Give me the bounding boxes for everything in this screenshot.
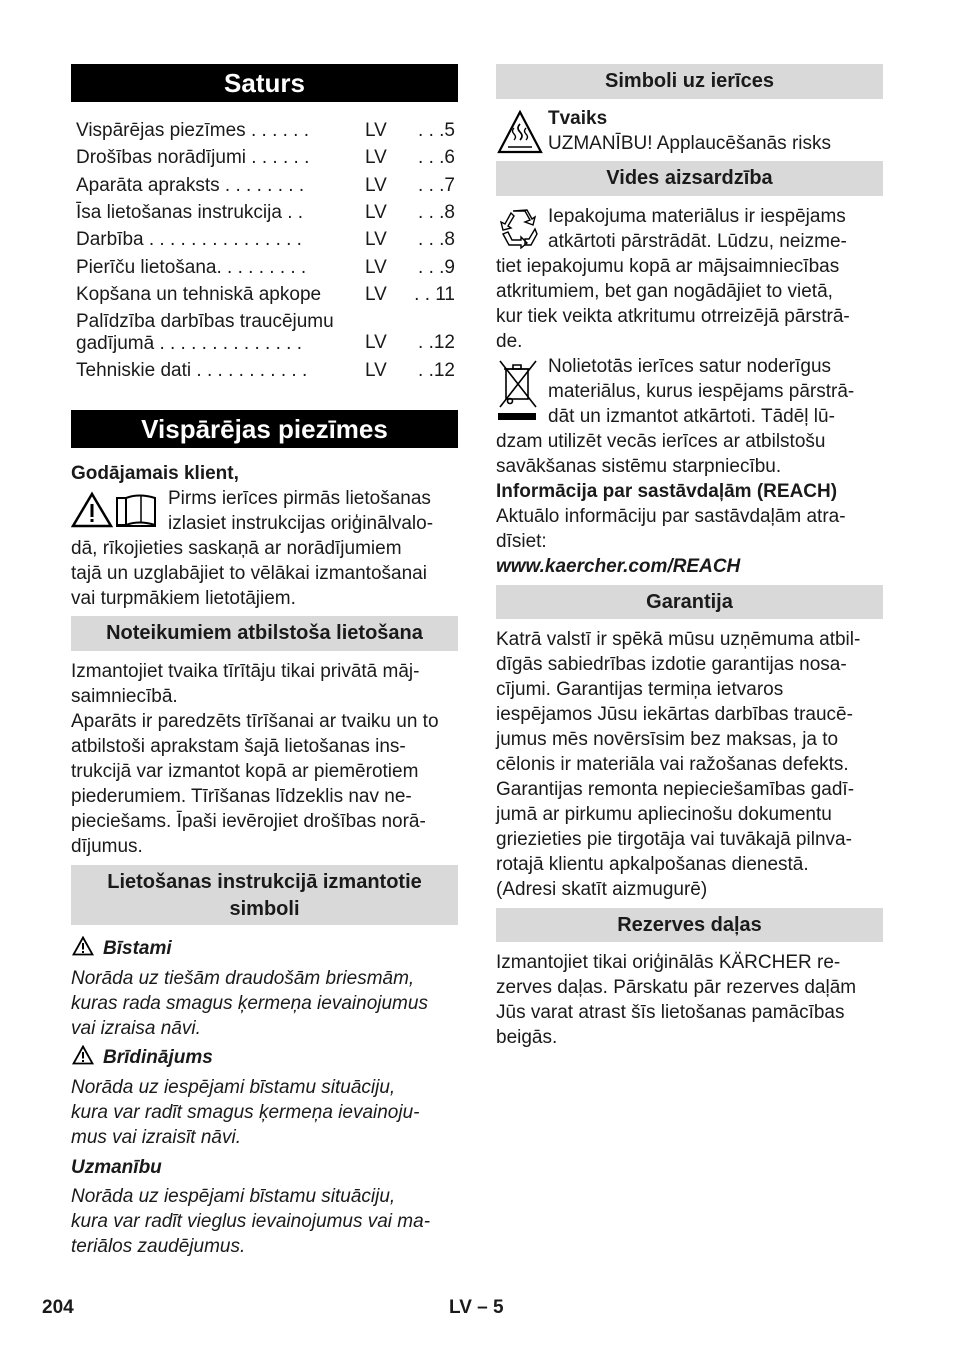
warranty-line: iespējamos Jūsu iekārtas darbības traucē- <box>496 704 853 725</box>
toc-entry-page: . . .5 <box>418 120 455 141</box>
toc-entry-page: . . .9 <box>418 257 455 278</box>
warranty-line: cēlonis ir materiāla vai ražošanas defekts. <box>496 754 849 775</box>
danger-triangle-icon <box>72 936 94 956</box>
warranty-line: griezieties pie tirgotāja vai tuvākajā pilnva- <box>496 829 852 850</box>
intro-line: Pirms ierīces pirmās lietošanas <box>168 488 431 509</box>
intro-line: izlasiet instrukcijas oriģinālvalo- <box>168 513 434 534</box>
danger-label: Bīstami <box>103 938 172 959</box>
spare-parts-line: beigās. <box>496 1027 558 1048</box>
toc-entry[interactable] <box>76 202 458 229</box>
env-line: atkritumiem, bet gan nogādājiet to vietā, <box>496 281 833 302</box>
warranty-line: cījumi. Garantijas termiņa ietvaros <box>496 679 784 700</box>
intro-line: dā, rīkojieties saskaņā ar norādījumiem <box>71 538 402 559</box>
crossed-bin-icon <box>496 357 540 423</box>
weee-line: savākšanas sistēmu starpniecību. <box>496 456 782 477</box>
toc-entry-lang: LV <box>365 360 387 381</box>
toc-entry-page: . . .8 <box>418 229 455 250</box>
toc-entry-page: . .12 <box>418 332 455 353</box>
reach-line: Aktuālo informāciju par sastāvdaļām atra- <box>496 506 846 527</box>
danger-line: vai izraisa nāvi. <box>71 1018 201 1039</box>
page-label: LV – 5 <box>449 1297 504 1318</box>
weee-line: dāt un izmantot atkārtoti. Tādēļ lū- <box>548 406 835 427</box>
toc-entry-lang: LV <box>365 257 387 278</box>
toc-entry-lang: LV <box>365 120 387 141</box>
toc-entry-title: Tehniskie dati . . . . . . . . . . . <box>76 360 308 381</box>
proper-use-line: pieciešams. Īpaši ievērojiet drošības norā- <box>71 811 426 832</box>
weee-line: Nolietotās ierīces satur noderīgus <box>548 356 832 377</box>
warranty-line: Katrā valstī ir spēkā mūsu uzņēmuma atbil- <box>496 629 861 650</box>
warranty-line: dīgās sabiedrības izdotie garantijas nosa- <box>496 654 847 675</box>
warranty-line: rotajā klientu apkalpošanas dienestā. <box>496 854 809 875</box>
spare-parts-title: Rezerves daļas <box>496 908 883 942</box>
toc-entry-title: Drošības norādījumi . . . . . . <box>76 147 310 168</box>
intro-line: vai turpmākiem lietotājiem. <box>71 588 296 609</box>
toc-entry-page: . . 11 <box>414 284 455 305</box>
env-line: atkārtoti pārstrādāt. Lūdzu, neizme- <box>548 231 847 252</box>
general-notes-title: Vispārējas piezīmes <box>71 410 458 448</box>
toc-entry-title: Kopšana un tehniskā apkope <box>76 284 322 305</box>
reach-line: dīsiet: <box>496 531 547 552</box>
warning-triangle-icon <box>72 1045 94 1065</box>
toc-entry[interactable] <box>76 147 458 174</box>
warranty-line: Garantijas remonta nepieciešamības gadī- <box>496 779 855 800</box>
toc-entry-title: Īsa lietošanas instrukcija . . <box>76 202 304 223</box>
steam-label: Tvaiks <box>548 108 608 129</box>
proper-use-line: trukcijā var izmantot kopā ar piemērotiem <box>71 761 419 782</box>
env-line: de. <box>496 331 523 352</box>
proper-use-line: Izmantojiet tvaika tīrītāju tikai privātā māj- <box>71 661 420 682</box>
environment-title: Vides aizsardzība <box>496 161 883 196</box>
caution-line: Norāda uz iespējami bīstamu situāciju, <box>71 1186 396 1207</box>
reach-title: Informācija par sastāvdaļām (REACH) <box>496 481 838 502</box>
toc-entry-lang: LV <box>365 332 387 353</box>
toc-entry-lang: LV <box>365 202 387 223</box>
danger-line: kuras rada smagus ķermeņa ievainojumus <box>71 993 428 1014</box>
toc-title: Saturs <box>71 64 458 102</box>
weee-line: materiālus, kurus iespējams pārstrā- <box>548 381 855 402</box>
toc-entry-title: Aparāta apraksts . . . . . . . . <box>76 175 305 196</box>
toc-entry-lang: LV <box>365 284 387 305</box>
toc-entry-lang: LV <box>365 229 387 250</box>
caution-line: teriālos zaudējumus. <box>71 1236 246 1257</box>
warranty-line: jumus mēs novērsīsim bez maksas, ja to <box>496 729 839 750</box>
reach-link[interactable]: www.kaercher.com/REACH <box>496 556 741 577</box>
toc-entry-title: Darbība . . . . . . . . . . . . . . . <box>76 229 302 250</box>
toc-entry-page: . . .7 <box>418 175 455 196</box>
toc-entry-page: . . .8 <box>418 202 455 223</box>
caution-label: Uzmanību <box>71 1157 162 1178</box>
toc-entry-page: . .12 <box>418 360 455 381</box>
toc-entry-title: Vispārējas piezīmes . . . . . . <box>76 120 310 141</box>
weee-line: dzam utilizēt vecās ierīces ar atbilstošu <box>496 431 826 452</box>
toc-entry-title: Palīdzība darbības traucējumu gadījumā . . . . . . . . . . . . . . <box>76 311 334 354</box>
proper-use-title: Noteikumiem atbilstoša lietošana <box>71 616 458 651</box>
toc-entry[interactable] <box>76 120 458 147</box>
toc-entry[interactable] <box>76 284 458 311</box>
intro-line: tajā un uzglabājiet to vēlākai izmantošanai <box>71 563 427 584</box>
warranty-line: (Adresi skatīt aizmugurē) <box>496 879 708 900</box>
toc-entry[interactable] <box>76 175 458 202</box>
manual-symbols-title-line: Lietošanas instrukcijā izmantotie <box>107 871 422 893</box>
warning-label: Brīdinājums <box>103 1047 213 1068</box>
toc-entry[interactable] <box>76 360 458 387</box>
warning-read-manual-icon <box>71 491 157 529</box>
toc-entry-title: Pierīču lietošana. . . . . . . . . <box>76 257 307 278</box>
toc-entry[interactable] <box>76 229 458 256</box>
recycling-icon <box>497 207 541 249</box>
proper-use-line: atbilstoši aprakstam šajā lietošanas ins- <box>71 736 406 757</box>
env-line: kur tiek veikta atkritumu otrreizējā pārstrā- <box>496 306 850 327</box>
toc-entry-page: . . .6 <box>418 147 455 168</box>
caution-line: kura var radīt vieglus ievainojumus vai ma- <box>71 1211 431 1232</box>
page-number: 204 <box>42 1297 74 1318</box>
spare-parts-line: Jūs varat atrast šīs lietošanas pamācības <box>496 1002 845 1023</box>
warning-line: Norāda uz iespējami bīstamu situāciju, <box>71 1077 396 1098</box>
env-line: Iepakojuma materiālus ir iespējams <box>548 206 846 227</box>
proper-use-line: dījumus. <box>71 836 143 857</box>
device-symbols-title: Simboli uz ierīces <box>496 64 883 99</box>
spare-parts-line: Izmantojiet tikai oriģinālās KÄRCHER re- <box>496 952 841 973</box>
toc-entry-lang: LV <box>365 175 387 196</box>
warranty-title: Garantija <box>496 585 883 619</box>
manual-symbols-title <box>71 865 458 925</box>
toc-entry[interactable] <box>76 257 458 284</box>
danger-line: Norāda uz tiešām draudošām briesmām, <box>71 968 415 989</box>
steam-hazard-icon <box>497 110 543 154</box>
env-line: tiet iepakojumu kopā ar mājsaimniecības <box>496 256 840 277</box>
steam-text: UZMANĪBU! Applaucēšanās risks <box>548 133 831 154</box>
dear-customer: Godājamais klient, <box>71 463 239 484</box>
proper-use-line: piederumiem. Tīrīšanas līdzeklis nav ne- <box>71 786 412 807</box>
warning-line: kura var radīt smagus ķermeņa ievainoju- <box>71 1102 420 1123</box>
proper-use-line: Aparāts ir paredzēts tīrīšanai ar tvaiku un to <box>71 711 439 732</box>
warranty-line: jumā ar pirkumu apliecinošu dokumentu <box>496 804 832 825</box>
toc-entry-lang: LV <box>365 147 387 168</box>
manual-symbols-title-line: simboli <box>229 898 300 920</box>
warning-line: mus vai izraisīt nāvi. <box>71 1127 241 1148</box>
spare-parts-line: zerves daļas. Pārskatu pār rezerves daļām <box>496 977 857 998</box>
toc-entry[interactable] <box>76 311 458 357</box>
proper-use-line: saimniecībā. <box>71 686 178 707</box>
